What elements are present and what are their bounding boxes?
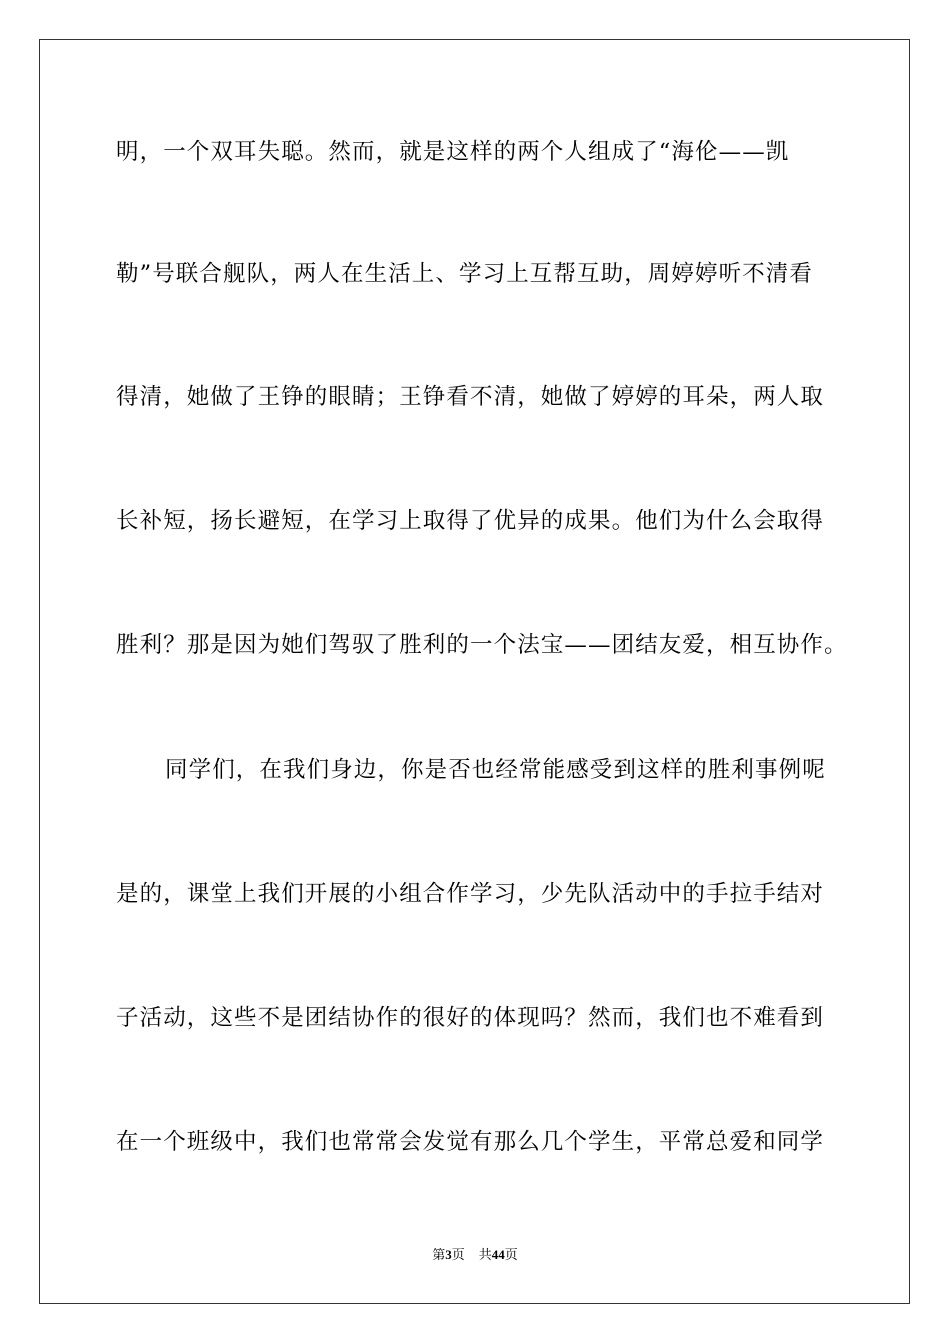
body-text-line: 是的，课堂上我们开展的小组合作学习，少先队活动中的手拉手结对 <box>116 881 825 907</box>
body-text-line: 得清，她做了王铮的眼睛；王铮看不清，她做了婷婷的耳朵，两人取 <box>116 384 825 410</box>
page-prefix: 第 <box>432 1248 446 1263</box>
page-border <box>39 39 910 1304</box>
total-suffix: 页 <box>504 1248 518 1263</box>
body-text-line: 胜利？那是因为她们驾驭了胜利的一个法宝——团结友爱，相互协作。 <box>116 632 848 658</box>
body-text-line: 子活动，这些不是团结协作的很好的体现吗？然而，我们也不难看到 <box>116 1005 825 1031</box>
body-text-line: 明，一个双耳失聪。然而，就是这样的两个人组成了“海伦——凯 <box>116 139 790 165</box>
total-pages: 44 <box>491 1247 505 1262</box>
body-text-line: 在一个班级中，我们也常常会发觉有那么几个学生，平常总爱和同学 <box>116 1129 825 1155</box>
paragraph-start-line: 同学们，在我们身边，你是否也经常能感受到这样的胜利事例呢 <box>165 757 826 783</box>
page-number: 3 <box>445 1247 452 1262</box>
page-suffix: 页 <box>451 1248 465 1263</box>
body-text-line: 长补短，扬长避短，在学习上取得了优异的成果。他们为什么会取得 <box>116 508 825 534</box>
body-text-line: 勒”号联合舰队，两人在生活上、学习上互帮互助，周婷婷听不清看 <box>116 261 814 287</box>
total-prefix: 共 <box>478 1248 492 1263</box>
page-footer <box>0 1246 950 1265</box>
